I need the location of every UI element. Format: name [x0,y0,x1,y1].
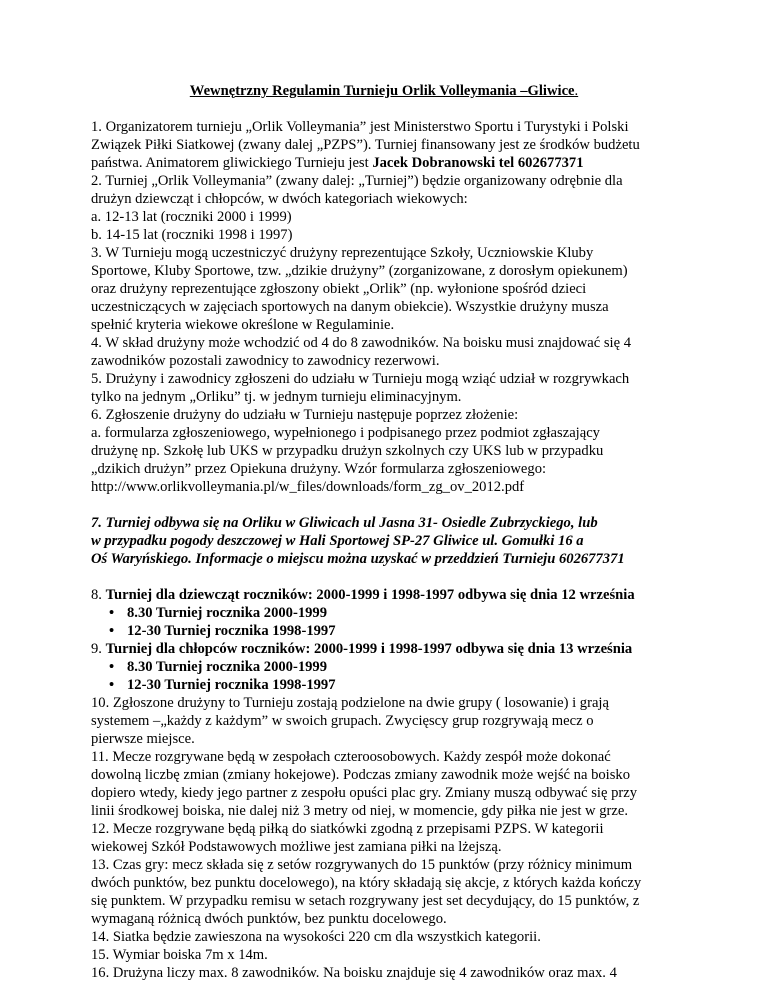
text-line: Sportowe, Kluby Sportowe, tzw. „dzikie drużyny” (zorganizowane, z dorosłym opiekunem) [91,263,628,279]
text-line: 7. Turniej odbywa się na Orliku w Gliwicach ul Jasna 31- Osiedle Zubrzyckiego, lub [91,515,598,531]
text-line: 12. Mecze rozgrywane będą piłką do siatkówki zgodną z przepisami PZPS. W kategorii [91,821,604,837]
paragraph-6 [91,406,691,496]
form-url: http://www.orlikvolleymania.pl/w_files/downloads/form_zg_ov_2012.pdf [91,479,525,495]
text-line: Oś Waryńskiego. Informacje o miejscu można uzyskać w przeddzień Turnieju 602677371 [91,551,625,567]
text-line: drużynę np. Szkołę lub UKS w przypadku drużyn szkolnych czy UKS lub w przypadku [91,443,604,459]
text-line: drużyn dziewcząt i chłopców, w dwóch kategoriach wiekowych: [91,191,468,207]
text-line: 8. Turniej dla dziewcząt roczników: 2000-1999 i 1998-1997 odbywa się dnia 12 września [91,587,635,603]
text-line: oraz drużyny reprezentujące zgłoszony obiekt „Orlik” (np. wyłonione spośród dzieci [91,281,587,297]
paragraph-4 [91,334,691,370]
paragraph-7-venue [91,514,691,568]
text-line: a. 12-13 lat (roczniki 2000 i 1999) [91,209,292,225]
text-line: 11. Mecze rozgrywane będą w zespołach czteroosobowych. Każdy zespół może dokonać [91,749,611,765]
paragraph-15: 15. Wymiar boiska 7m x 14m. [91,947,268,963]
list-item: • 12-30 Turniej rocznika 1998-1997 [109,623,336,639]
animator-contact: Jacek Dobranowski tel 602677371 [372,155,584,171]
text-line: b. 14-15 lat (roczniki 1998 i 1997) [91,227,293,243]
text-line: wymaganą różnicą dwóch punktów, bez punktu docelowego. [91,911,447,927]
text-line: 5. Drużyny i zawodnicy zgłoszeni do udziału w Turnieju mogą wziąć udział w rozgrywkach [91,371,630,387]
text-line: w przypadku pogody deszczowej w Hali Sportowej SP-27 Gliwice ul. Gomułki 16 a [91,533,584,549]
bullet-icon: • [109,605,115,621]
document-body [91,118,691,982]
paragraph-8-girls-schedule [91,586,691,640]
text-line: 9. Turniej dla chłopców roczników: 2000-1999 i 1998-1997 odbywa się dnia 13 września [91,641,633,657]
paragraph-5 [91,370,691,406]
text-line: państwa. Animatorem gliwickiego Turnieju jest Jacek Dobranowski tel 602677371 [91,155,584,171]
text-line: się punktem. W przypadku remisu w setach rozgrywany jest set decydujący, do 15 punktów, z [91,893,640,909]
list-item: • 8.30 Turniej rocznika 2000-1999 [109,605,328,621]
text-line: 10. Zgłoszone drużyny to Turnieju zostają podzielone na dwie grupy ( losowanie) i grają [91,695,609,711]
paragraph-12 [91,820,691,856]
text-line: 6. Zgłoszenie drużyny do udziału w Turnieju następuje poprzez złożenie: [91,407,519,423]
text-line: spełnić kryteria wiekowe określone w Regulaminie. [91,317,395,333]
text-line: a. formularza zgłoszeniowego, wypełnionego i podpisanego przez podmiot zgłaszający [91,425,600,441]
paragraph-16: 16. Drużyna liczy max. 8 zawodników. Na boisku znajduje się 4 zawodników oraz max. 4 [91,965,617,981]
bullet-icon: • [109,677,115,693]
list-item: • 8.30 Turniej rocznika 2000-1999 [109,659,328,675]
text-line: 4. W skład drużyny może wchodzić od 4 do 8 zawodników. Na boisku musi znajdować się 4 [91,335,631,351]
text-line: tylko na jednym „Orliku” tj. w jednym turnieju eliminacyjnym. [91,389,462,405]
text-line: linii środkowej boiska, nie dalej niż 3 metry od niej, w momencie, gdy piłka nie jest w grze. [91,803,629,819]
text-line: systemem –„każdy z każdym” w swoich grupach. Zwycięscy grup rozgrywają mecz o [91,713,594,729]
paragraph-1 [91,118,691,172]
text-line: Związek Piłki Siatkowej (zwany dalej „PZPS”). Turniej finansowany jest ze środków budżetu [91,137,640,153]
text-line: uczestniczących w zajęciach sportowych na danym obiekcie). Wszystkie drużyny musza [91,299,609,315]
text-line: wiekowej Szkół Podstawowych możliwe jest zamiana piłki na lżejszą. [91,839,502,855]
document-title: Wewnętrzny Regulamin Turnieju Orlik Volleymania –Gliwice. [189,83,579,99]
paragraph-11 [91,748,691,820]
text-line: dopiero wtedy, kiedy jego partner z zespołu opuści plac gry. Zmiany muszą odbywać się przy [91,785,638,801]
list-item: • 12-30 Turniej rocznika 1998-1997 [109,677,336,693]
paragraph-13 [91,856,691,928]
paragraph-10 [91,694,691,748]
text-line: dwóch punktów, bez punktu docelowego), na który składają się akcje, z których każda kończy [91,875,642,891]
text-line: „dzikich drużyn” przez Opiekuna drużyny. Wzór formularza zgłoszeniowego: [91,461,547,477]
text-line: dowolną liczbę zmian (zmiany hokejowe). Podczas zmiany zawodnik może wejść na boisko [91,767,630,783]
paragraph-14: 14. Siatka będzie zawieszona na wysokości 220 cm dla wszystkich kategorii. [91,929,541,945]
text-line: 13. Czas gry: mecz składa się z setów rozgrywanych do 15 punktów (przy różnicy minimum [91,857,633,873]
text-line: 3. W Turnieju mogą uczestniczyć drużyny reprezentujące Szkoły, Uczniowskie Kluby [91,245,594,261]
text-line: pierwsze miejsce. [91,731,195,747]
text-line: 2. Turniej „Orlik Volleymania” (zwany dalej: „Turniej”) będzie organizowany odrębnie dla [91,173,623,189]
paragraph-3 [91,244,691,334]
text-line: zawodników pozostali zawodnicy to zawodnicy rezerwowi. [91,353,440,369]
bullet-icon: • [109,659,115,675]
paragraph-2 [91,172,691,244]
paragraph-9-boys-schedule [91,640,691,694]
text-line: 1. Organizatorem turnieju „Orlik Volleymania” jest Ministerstwo Sportu i Turystyki i Polski [91,119,629,135]
bullet-icon: • [109,623,115,639]
